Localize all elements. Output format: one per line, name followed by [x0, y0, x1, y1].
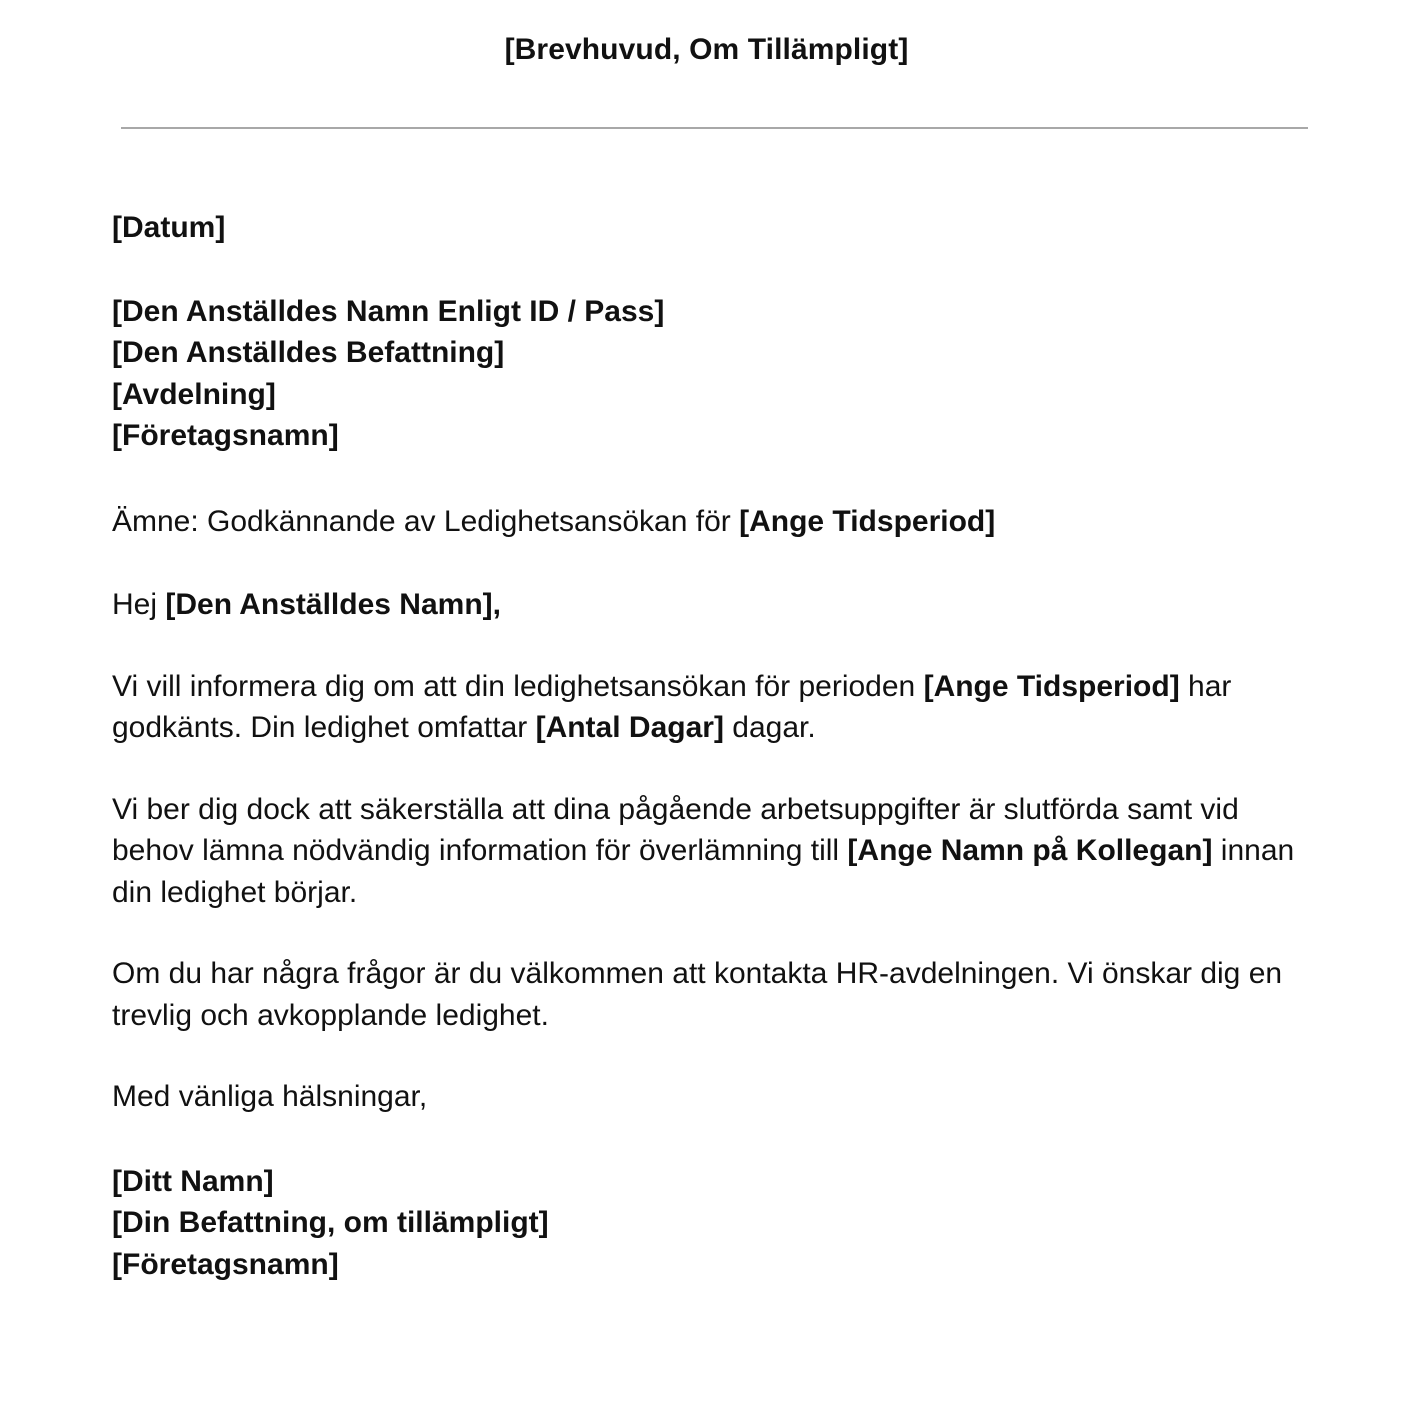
greeting-prefix: Hej — [112, 588, 166, 621]
paragraph1-part1: Vi vill informera dig om att din ledighetsansökan för perioden — [112, 669, 924, 703]
recipient-name: [Den Anställdes Namn Enligt ID / Pass] — [112, 294, 665, 328]
recipient-block — [112, 291, 1297, 457]
paragraph-handover — [112, 789, 1297, 914]
paragraph1-part2: har godkänts. Din ledighet omfattar — [112, 669, 1232, 744]
letterhead-divider-wrap — [0, 70, 1413, 129]
greeting-block — [112, 584, 1297, 626]
paragraph1-days-placeholder: [Antal Dagar] — [535, 711, 724, 744]
date-text: [Datum] — [112, 211, 226, 244]
recipient-department: [Avdelning] — [112, 377, 276, 411]
signoff-block — [112, 1076, 1297, 1118]
subject-prefix: Ämne: Godkännande av Ledighetsansökan för — [112, 504, 740, 538]
signature-position: [Din Befattning, om tillämpligt] — [112, 1206, 549, 1239]
signoff-text: Med vänliga hälsningar, — [112, 1080, 428, 1113]
signature-company: [Företagsnamn] — [112, 1247, 339, 1281]
subject-period-placeholder: [Ange Tidsperiod] — [739, 504, 996, 538]
date-block — [112, 207, 1297, 249]
signature-block — [112, 1161, 1297, 1286]
signature-name: [Ditt Namn] — [112, 1164, 274, 1198]
greeting-name-placeholder: [Den Anställdes Namn], — [165, 588, 501, 621]
letterhead-title: [Brevhuvud, Om Tillämpligt] — [504, 33, 909, 66]
paragraph1-part3: dagar. — [723, 711, 816, 744]
subject-block — [112, 501, 1297, 543]
paragraph1-period-placeholder: [Ange Tidsperiod] — [923, 669, 1180, 703]
paragraph2-colleague-placeholder: [Ange Namn på Kollegan] — [847, 834, 1213, 867]
recipient-position: [Den Anställdes Befattning] — [112, 336, 505, 369]
paragraph2-part1: Vi ber dig dock att säkerställa att dina pågående arbetsuppgifter är slutförda samt vid behov lämna nödvändig information för överlämning till — [112, 792, 1239, 867]
paragraph-contact-hr: Om du har några frågor är du välkommen att kontakta HR-avdelningen. Vi önskar dig en trevlig och avkopplande ledighet. — [112, 957, 1283, 1032]
paragraph2-part2: innan din ledighet börjar. — [112, 834, 1295, 909]
letter-body — [0, 129, 1413, 1285]
paragraph-approval — [112, 666, 1297, 749]
recipient-company: [Företagsnamn] — [112, 419, 339, 452]
